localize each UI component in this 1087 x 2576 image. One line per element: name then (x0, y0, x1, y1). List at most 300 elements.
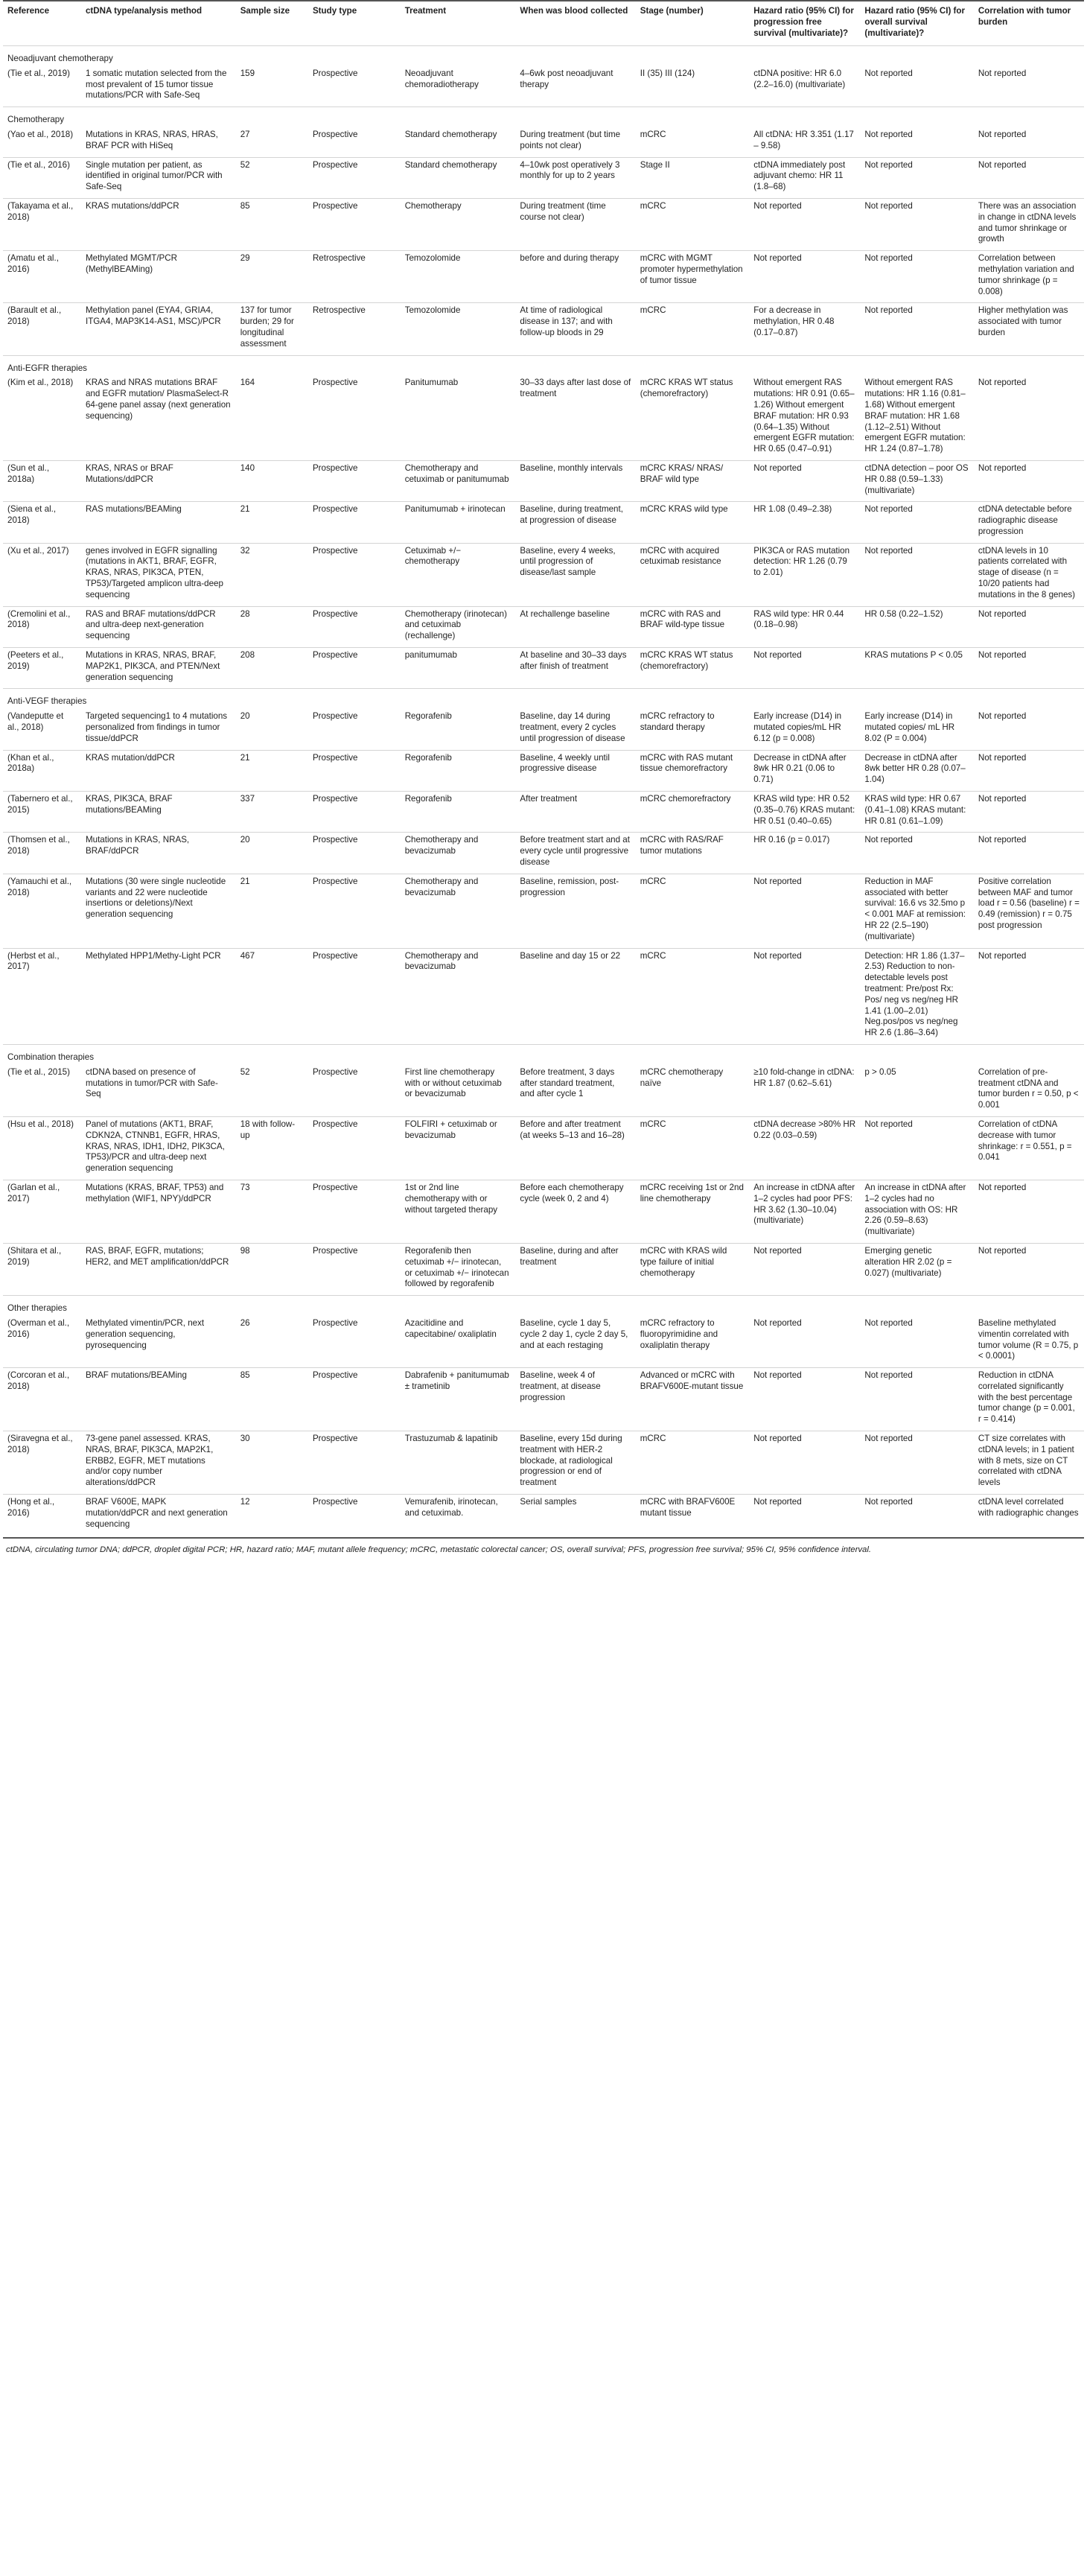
section-header-row (3, 46, 1084, 66)
table-row (3, 66, 1084, 107)
os-hazard-cell: Not reported (860, 303, 973, 355)
treatment-cell: Panitumumab + irinotecan (401, 502, 516, 543)
pfs-hazard-cell: HR 1.08 (0.49–2.38) (749, 502, 860, 543)
method-cell: BRAF mutations/BEAMing (81, 1368, 236, 1431)
method-cell: BRAF V600E, MAPK mutation/ddPCR and next generation sequencing (81, 1495, 236, 1536)
stage-cell: Advanced or mCRC with BRAFV600E-mutant tissue (636, 1368, 749, 1431)
method-cell: Single mutation per patient, as identified in original tumor/PCR with Safe-Seq (81, 157, 236, 198)
table-row (3, 502, 1084, 543)
sample-size-cell: 20 (236, 833, 308, 874)
reference-cell: (Shitara et al., 2019) (3, 1243, 81, 1295)
pfs-hazard-cell: PIK3CA or RAS mutation detection: HR 1.26 (0.79 to 2.01) (749, 543, 860, 606)
section-title: Neoadjuvant chemotherapy (3, 46, 1084, 66)
treatment-cell: Regorafenib (401, 750, 516, 791)
study-type-cell: Prospective (308, 1243, 401, 1295)
tumor-burden-cell: Not reported (974, 1243, 1084, 1295)
stage-cell: mCRC (636, 1116, 749, 1180)
tumor-burden-cell: Not reported (974, 460, 1084, 501)
pfs-hazard-cell: RAS wild type: HR 0.44 (0.18–0.98) (749, 606, 860, 647)
stage-cell: mCRC receiving 1st or 2nd line chemotherapy (636, 1180, 749, 1243)
pfs-hazard-cell: An increase in ctDNA after 1–2 cycles had poor PFS: HR 3.62 (1.30–10.04) (multivariate) (749, 1180, 860, 1243)
method-cell: Methylation panel (EYA4, GRIA4, ITGA4, MAP3K14-AS1, MSC)/PCR (81, 303, 236, 355)
os-hazard-cell: Decrease in ctDNA after 8wk better HR 0.28 (0.07–1.04) (860, 750, 973, 791)
tumor-burden-cell: Not reported (978, 68, 1027, 78)
study-type-cell: Prospective (308, 460, 401, 501)
stage-cell: mCRC KRAS WT status (chemorefractory) (640, 378, 733, 399)
method-cell: RAS, BRAF, EGFR, mutations; HER2, and MET amplification/ddPCR (81, 1243, 236, 1295)
stage-cell: mCRC with acquired cetuximab resistance (636, 543, 749, 606)
sample-size-cell: 20 (240, 711, 250, 722)
reference-cell: (Tie et al., 2016) (3, 157, 81, 198)
tumor-burden-cell: Not reported (974, 833, 1084, 874)
reference-cell: (Hong et al., 2016) (3, 1495, 81, 1536)
reference-cell: (Garlan et al., 2017) (3, 1180, 81, 1243)
table-row (3, 1316, 1084, 1368)
study-type-cell: Retrospective (308, 251, 401, 303)
os-hazard-cell: KRAS mutations P < 0.05 (860, 648, 973, 689)
method-cell: ctDNA based on presence of mutations in tumor/PCR with Safe-Seq (85, 1066, 218, 1099)
column-header: Study type (308, 1, 401, 46)
table-row (3, 1180, 1084, 1243)
sample-size-cell: 73 (236, 1180, 308, 1243)
table-header-row (3, 1, 1084, 46)
pfs-hazard-cell: Early increase (D14) in mutated copies/mL HR 6.12 (p = 0.008) (753, 711, 842, 743)
table-row (3, 792, 1084, 833)
tumor-burden-cell: Reduction in ctDNA correlated significantly with the best percentage tumor change (p = 0.001, r = 0.414) (974, 1368, 1084, 1431)
column-header: Stage (number) (636, 1, 749, 46)
section-title: Combination therapies (3, 1044, 1084, 1064)
os-hazard-cell: Not reported (860, 543, 973, 606)
sample-size-cell: 29 (236, 251, 308, 303)
stage-cell: mCRC KRAS/ NRAS/ BRAF wild type (636, 460, 749, 501)
study-type-cell: Prospective (308, 874, 401, 948)
sample-size-cell: 140 (236, 460, 308, 501)
study-type-cell: Prospective (308, 1116, 401, 1180)
table-row (3, 1495, 1084, 1536)
stage-cell: mCRC with MGMT promoter hypermethylation of tumor tissue (636, 251, 749, 303)
pfs-hazard-cell: Not reported (749, 948, 860, 1044)
study-type-cell: Prospective (312, 711, 358, 722)
treatment-cell: Temozolomide (401, 303, 516, 355)
study-type-cell: Prospective (308, 648, 401, 689)
reference-cell: (Peeters et al., 2019) (3, 648, 81, 689)
blood-collection-cell: Baseline, during and after treatment (515, 1243, 635, 1295)
study-type-cell: Prospective (308, 1431, 401, 1495)
reference-cell: (Overman et al., 2016) (7, 1317, 70, 1339)
treatment-cell: Vemurafenib, irinotecan, and cetuximab. (401, 1495, 516, 1536)
reference-cell: (Thomsen et al., 2018) (3, 833, 81, 874)
method-cell: 1 somatic mutation selected from the most prevalent of 15 tumor tissue mutations/PCR with Safe-Seq (85, 68, 227, 101)
stage-cell: mCRC chemotherapy naïve (640, 1066, 724, 1088)
pfs-hazard-cell: Not reported (749, 648, 860, 689)
os-hazard-cell: Detection: HR 1.86 (1.37–2.53) Reduction to non-detectable levels post treatment: Pre/post Rx: Pos/ neg vs neg/neg HR 1.41 (1.00–2.01) Neg.pos/pos vs neg/neg HR 2.6 (1.86–3.64) (860, 948, 973, 1044)
pfs-hazard-cell: Decrease in ctDNA after 8wk HR 0.21 (0.06 to 0.71) (749, 750, 860, 791)
method-cell: KRAS, PIK3CA, BRAF mutations/BEAMing (81, 792, 236, 833)
os-hazard-cell: p > 0.05 (864, 1066, 896, 1077)
section-title: Anti-EGFR therapies (3, 355, 1084, 375)
method-cell: KRAS, NRAS or BRAF Mutations/ddPCR (81, 460, 236, 501)
sample-size-cell: 18 with follow-up (236, 1116, 308, 1180)
reference-cell: (Tie et al., 2019) (7, 68, 70, 78)
os-hazard-cell: Emerging genetic alteration HR 2.02 (p = 0.027) (multivariate) (860, 1243, 973, 1295)
os-hazard-cell: Not reported (860, 1431, 973, 1495)
tumor-burden-cell: Correlation between methylation variation and tumor shrinkage (p = 0.008) (974, 251, 1084, 303)
method-cell: Mutations in KRAS, NRAS, BRAF, MAP2K1, PIK3CA, and PTEN/Next generation sequencing (81, 648, 236, 689)
tumor-burden-cell: Not reported (974, 1180, 1084, 1243)
treatment-cell: First line chemotherapy with or without cetuximab or bevacizumab (404, 1066, 502, 1099)
blood-collection-cell: 4–6wk post neoadjuvant therapy (520, 68, 613, 89)
blood-collection-cell: Baseline, day 14 during treatment, every 2 cycles until progression of disease (520, 711, 625, 743)
pfs-hazard-cell: Not reported (749, 1495, 860, 1536)
blood-collection-cell: Before treatment start and at every cycle until progressive disease (515, 833, 635, 874)
section-header-row (3, 689, 1084, 709)
blood-collection-cell: During treatment (but time points not clear) (520, 129, 621, 150)
table-row (3, 709, 1084, 750)
pfs-hazard-cell: Not reported (749, 874, 860, 948)
sample-size-cell: 26 (240, 1317, 250, 1328)
pfs-hazard-cell: Without emergent RAS mutations: HR 0.91 (0.65–1.26) Without emergent BRAF mutation: HR 0.93 (0.64–1.35) Without emergent EGFR mutation: HR 0.65 (0.47–0.91) (753, 378, 855, 454)
treatment-cell: 1st or 2nd line chemotherapy with or without targeted therapy (401, 1180, 516, 1243)
pfs-hazard-cell: ctDNA positive: HR 6.0 (2.2–16.0) (multivariate) (753, 68, 846, 89)
tumor-burden-cell: Not reported (974, 157, 1084, 198)
section-header-row (3, 107, 1084, 127)
study-type-cell: Prospective (308, 198, 401, 250)
reference-cell: (Sun et al., 2018a) (3, 460, 81, 501)
pfs-hazard-cell: Not reported (749, 460, 860, 501)
reference-cell: (Vandeputte et al., 2018) (7, 711, 64, 733)
tumor-burden-cell: Not reported (978, 711, 1027, 722)
blood-collection-cell: Baseline and day 15 or 22 (515, 948, 635, 1044)
stage-cell: mCRC refractory to standard therapy (640, 711, 715, 733)
stage-cell: II (35) III (124) (640, 68, 695, 78)
os-hazard-cell: An increase in ctDNA after 1–2 cycles had no association with OS: HR 2.26 (0.59–8.63) (multivariate) (860, 1180, 973, 1243)
stage-cell: mCRC (640, 129, 666, 139)
table-row (3, 948, 1084, 1044)
os-hazard-cell: Not reported (864, 68, 913, 78)
treatment-cell: Temozolomide (401, 251, 516, 303)
sample-size-cell: 164 (240, 378, 255, 388)
method-cell: Methylated HPP1/Methy-Light PCR (81, 948, 236, 1044)
pfs-hazard-cell: HR 0.16 (p = 0.017) (749, 833, 860, 874)
tumor-burden-cell: CT size correlates with ctDNA levels; in 1 patient with 8 mets, size on CT correlated with ctDNA levels (974, 1431, 1084, 1495)
reference-cell: (Siravegna et al., 2018) (3, 1431, 81, 1495)
table-row (3, 251, 1084, 303)
column-header: Treatment (401, 1, 516, 46)
sample-size-cell: 85 (236, 198, 308, 250)
treatment-cell: Regorafenib then cetuximab +/− irinotecan, or cetuximab +/− irinotecan followed by regorafenib (401, 1243, 516, 1295)
method-cell: KRAS and NRAS mutations BRAF and EGFR mutation/ PlasmaSelect-R 64-gene panel assay (next generation sequencing) (85, 378, 231, 421)
pfs-hazard-cell: Not reported (749, 1243, 860, 1295)
method-cell: RAS and BRAF mutations/ddPCR and ultra-deep next-generation sequencing (81, 606, 236, 647)
stage-cell: mCRC with RAS/RAF tumor mutations (636, 833, 749, 874)
ctdna-studies-table (3, 0, 1084, 1535)
stage-cell: mCRC (636, 1431, 749, 1495)
column-header: When was blood collected (515, 1, 635, 46)
method-cell: genes involved in EGFR signalling (mutations in AKT1, BRAF, EGFR, KRAS, NRAS, PIK3CA, PTEN, TP53)/Targeted amplicon ultra-deep sequencing (81, 543, 236, 606)
treatment-cell: FOLFIRI + cetuximab or bevacizumab (401, 1116, 516, 1180)
column-header: Correlation with tumor burden (974, 1, 1084, 46)
os-hazard-cell: Not reported (860, 1368, 973, 1431)
method-cell: Mutations in KRAS, NRAS, HRAS, BRAF PCR with HiSeq (85, 129, 218, 150)
tumor-burden-cell: Not reported (974, 948, 1084, 1044)
sample-size-cell: 337 (236, 792, 308, 833)
reference-cell: (Cremolini et al., 2018) (3, 606, 81, 647)
pfs-hazard-cell: Not reported (749, 251, 860, 303)
blood-collection-cell: Baseline, monthly intervals (515, 460, 635, 501)
os-hazard-cell: HR 0.58 (0.22–1.52) (860, 606, 973, 647)
table-header (3, 1, 1084, 46)
blood-collection-cell: Baseline, during treatment, at progression of disease (515, 502, 635, 543)
sample-size-cell: 27 (240, 129, 250, 139)
reference-cell: (Tabernero et al., 2015) (3, 792, 81, 833)
sample-size-cell: 85 (236, 1368, 308, 1431)
sample-size-cell: 52 (240, 1066, 250, 1077)
reference-cell: (Siena et al., 2018) (3, 502, 81, 543)
sample-size-cell: 52 (236, 157, 308, 198)
blood-collection-cell: Baseline, remission, post-progression (515, 874, 635, 948)
pfs-hazard-cell: ctDNA decrease >80% HR 0.22 (0.03–0.59) (749, 1116, 860, 1180)
table-row (3, 833, 1084, 874)
section-header-row (3, 1044, 1084, 1064)
sample-size-cell: 21 (236, 874, 308, 948)
treatment-cell: Chemotherapy and bevacizumab (401, 874, 516, 948)
table-footnote: ctDNA, circulating tumor DNA; ddPCR, droplet digital PCR; HR, hazard ratio; MAF, mutant allele frequency; mCRC, metastatic colorectal cancer; OS, overall survival; PFS, progression free survival; 95% CI, 95% confidence interval. (3, 1537, 1084, 1556)
study-type-cell: Prospective (312, 129, 358, 139)
study-type-cell: Prospective (308, 1368, 401, 1431)
stage-cell: mCRC (636, 948, 749, 1044)
stage-cell: mCRC (636, 303, 749, 355)
section-header-row (3, 1296, 1084, 1316)
reference-cell: (Hsu et al., 2018) (3, 1116, 81, 1180)
sample-size-cell: 208 (236, 648, 308, 689)
study-type-cell: Prospective (308, 502, 401, 543)
table-row (3, 127, 1084, 157)
column-header: Reference (3, 1, 81, 46)
sample-size-cell: 159 (240, 68, 255, 78)
blood-collection-cell: Before treatment, 3 days after standard treatment, and after cycle 1 (520, 1066, 615, 1099)
tumor-burden-cell: Not reported (974, 750, 1084, 791)
stage-cell: Stage II (636, 157, 749, 198)
reference-cell: (Herbst et al., 2017) (3, 948, 81, 1044)
study-type-cell: Prospective (308, 1495, 401, 1536)
treatment-cell: Standard chemotherapy (404, 129, 497, 139)
reference-cell: (Khan et al., 2018a) (3, 750, 81, 791)
stage-cell: mCRC chemorefractory (636, 792, 749, 833)
blood-collection-cell: 4–10wk post operatively 3 monthly for up to 2 years (515, 157, 635, 198)
blood-collection-cell: Baseline, cycle 1 day 5, cycle 2 day 1, cycle 2 day 5, and at each restaging (520, 1317, 628, 1350)
column-header: Hazard ratio (95% CI) for overall survival (multivariate)? (860, 1, 973, 46)
study-type-cell: Prospective (308, 543, 401, 606)
pfs-hazard-cell: ≥10 fold-change in ctDNA: HR 1.87 (0.62–5.61) (753, 1066, 855, 1088)
stage-cell: mCRC with BRAFV600E mutant tissue (636, 1495, 749, 1536)
blood-collection-cell: At baseline and 30–33 days after finish of treatment (515, 648, 635, 689)
pfs-hazard-cell: ctDNA immediately post adjuvant chemo: HR 11 (1.8–68) (749, 157, 860, 198)
treatment-cell: Trastuzumab & lapatinib (401, 1431, 516, 1495)
blood-collection-cell: Before each chemotherapy cycle (week 0, 2 and 4) (515, 1180, 635, 1243)
study-type-cell: Prospective (312, 1066, 358, 1077)
pfs-hazard-cell: Not reported (749, 1368, 860, 1431)
sample-size-cell: 28 (236, 606, 308, 647)
tumor-burden-cell: ctDNA detectable before radiographic disease progression (974, 502, 1084, 543)
section-title: Other therapies (3, 1296, 1084, 1316)
table-row (3, 1065, 1084, 1117)
sample-size-cell: 21 (236, 502, 308, 543)
reference-cell: (Amatu et al., 2016) (3, 251, 81, 303)
tumor-burden-cell: ctDNA level correlated with radiographic changes (974, 1495, 1084, 1536)
method-cell: RAS mutations/BEAMing (81, 502, 236, 543)
pfs-hazard-cell: Not reported (749, 1431, 860, 1495)
pfs-hazard-cell: Not reported (753, 1317, 802, 1328)
treatment-cell: Azacitidine and capecitabine/ oxaliplatin (404, 1317, 497, 1339)
study-type-cell: Prospective (308, 157, 401, 198)
stage-cell: mCRC (636, 198, 749, 250)
pfs-hazard-cell: KRAS wild type: HR 0.52 (0.35–0.76) KRAS mutant: HR 0.51 (0.40–0.65) (749, 792, 860, 833)
blood-collection-cell: Before and after treatment (at weeks 5–13 and 16–28) (515, 1116, 635, 1180)
treatment-cell: Chemotherapy (irinotecan) and cetuximab (rechallenge) (401, 606, 516, 647)
tumor-burden-cell: Not reported (978, 129, 1027, 139)
reference-cell: (Xu et al., 2017) (3, 543, 81, 606)
study-type-cell: Prospective (312, 1317, 358, 1328)
section-title: Chemotherapy (3, 107, 1084, 127)
table-row (3, 543, 1084, 606)
treatment-cell: Neoadjuvant chemoradiotherapy (404, 68, 479, 89)
blood-collection-cell: 30–33 days after last dose of treatment (520, 378, 631, 399)
sample-size-cell: 137 for tumor burden; 29 for longitudinal assessment (236, 303, 308, 355)
pfs-hazard-cell: For a decrease in methylation, HR 0.48 (0.17–0.87) (749, 303, 860, 355)
table-row (3, 874, 1084, 948)
sample-size-cell: 12 (236, 1495, 308, 1536)
tumor-burden-cell: Correlation of ctDNA decrease with tumor shrinkage: r = 0.551, p = 0.041 (974, 1116, 1084, 1180)
blood-collection-cell: At time of radiological disease in 137; and with follow-up bloods in 29 (515, 303, 635, 355)
table-row (3, 303, 1084, 355)
tumor-burden-cell: Not reported (974, 648, 1084, 689)
method-cell: Mutations (KRAS, BRAF, TP53) and methylation (WIF1, NPY)/ddPCR (81, 1180, 236, 1243)
table-row (3, 198, 1084, 250)
method-cell: KRAS mutation/ddPCR (81, 750, 236, 791)
study-type-cell: Retrospective (308, 303, 401, 355)
study-type-cell: Prospective (308, 750, 401, 791)
blood-collection-cell: Baseline, every 4 weeks, until progression of disease/last sample (515, 543, 635, 606)
os-hazard-cell: Early increase (D14) in mutated copies/ mL HR 8.02 (P = 0.004) (864, 711, 955, 743)
stage-cell: mCRC (636, 874, 749, 948)
table-row (3, 1431, 1084, 1495)
os-hazard-cell: Not reported (860, 198, 973, 250)
blood-collection-cell: Baseline, week 4 of treatment, at disease progression (515, 1368, 635, 1431)
os-hazard-cell: Not reported (860, 833, 973, 874)
sample-size-cell: 30 (236, 1431, 308, 1495)
column-header: Sample size (236, 1, 308, 46)
blood-collection-cell: During treatment (time course not clear) (515, 198, 635, 250)
pfs-hazard-cell: All ctDNA: HR 3.351 (1.17 – 9.58) (753, 129, 854, 150)
table-row (3, 648, 1084, 689)
treatment-cell: Panitumumab (404, 378, 459, 388)
os-hazard-cell: ctDNA detection – poor OS HR 0.88 (0.59–1.33) (multivariate) (860, 460, 973, 501)
stage-cell: mCRC KRAS wild type (636, 502, 749, 543)
treatment-cell: Chemotherapy and cetuximab or panitumumab (401, 460, 516, 501)
stage-cell: mCRC refractory to fluoropyrimidine and oxaliplatin therapy (640, 1317, 718, 1350)
reference-cell: (Yamauchi et al., 2018) (3, 874, 81, 948)
pfs-hazard-cell: Not reported (749, 198, 860, 250)
sample-size-cell: 98 (236, 1243, 308, 1295)
tumor-burden-cell: Correlation of pre-treatment ctDNA and tumor burden r = 0.50, p < 0.001 (978, 1066, 1079, 1110)
stage-cell: mCRC with KRAS wild type failure of initial chemotherapy (636, 1243, 749, 1295)
stage-cell: mCRC with RAS mutant tissue chemorefractory (636, 750, 749, 791)
method-cell: Mutations (30 were single nucleotide variants and 22 were nucleotide insertions or deletions)/Next generation sequencing (81, 874, 236, 948)
os-hazard-cell: Not reported (864, 129, 913, 139)
table-row (3, 375, 1084, 460)
table-body (3, 46, 1084, 1536)
reference-cell: (Tie et al., 2015) (7, 1066, 70, 1077)
tumor-burden-cell: Not reported (978, 378, 1027, 388)
tumor-burden-cell: There was an association in change in ctDNA levels and tumor shrinkage or growth (974, 198, 1084, 250)
os-hazard-cell: Not reported (860, 157, 973, 198)
blood-collection-cell: Serial samples (515, 1495, 635, 1536)
blood-collection-cell: At rechallenge baseline (515, 606, 635, 647)
treatment-cell: Regorafenib (401, 792, 516, 833)
reference-cell: (Kim et al., 2018) (7, 378, 74, 388)
treatment-cell: Regorafenib (404, 711, 452, 722)
table-row (3, 1243, 1084, 1295)
tumor-burden-cell: Not reported (974, 606, 1084, 647)
table-row (3, 750, 1084, 791)
study-type-cell: Prospective (308, 792, 401, 833)
tumor-burden-cell: Baseline methylated vimentin correlated with tumor volume (R = 0.75, p < 0.0001) (978, 1317, 1079, 1361)
method-cell: 73-gene panel assessed. KRAS, NRAS, BRAF, PIK3CA, MAP2K1, ERBB2, EGFR, MET mutations and/or copy number alterations/ddPCR (81, 1431, 236, 1495)
treatment-cell: Standard chemotherapy (401, 157, 516, 198)
reference-cell: (Takayama et al., 2018) (3, 198, 81, 250)
study-type-cell: Prospective (308, 606, 401, 647)
treatment-cell: Chemotherapy and bevacizumab (401, 833, 516, 874)
study-type-cell: Prospective (308, 948, 401, 1044)
sample-size-cell: 21 (236, 750, 308, 791)
blood-collection-cell: After treatment (515, 792, 635, 833)
table-row (3, 1116, 1084, 1180)
os-hazard-cell: Not reported (860, 1116, 973, 1180)
table-row (3, 1368, 1084, 1431)
method-cell: Methylated MGMT/PCR (MethylBEAMing) (81, 251, 236, 303)
os-hazard-cell: Not reported (864, 1317, 913, 1328)
os-hazard-cell: Reduction in MAF associated with better survival: 16.6 vs 32.5mo p < 0.001 MAF at remission: HR 22 (2.5–190) (multivariate) (860, 874, 973, 948)
method-cell: Targeted sequencing1 to 4 mutations personalized from findings in tumor tissue/ddPCR (85, 711, 228, 743)
column-header: Hazard ratio (95% CI) for progression free survival (multivariate)? (749, 1, 860, 46)
treatment-cell: Chemotherapy (401, 198, 516, 250)
tumor-burden-cell: Positive correlation between MAF and tumor load r = 0.56 (baseline) r = 0.49 (remission) r = 0.75 post progression (974, 874, 1084, 948)
tumor-burden-cell: ctDNA levels in 10 patients correlated with stage of disease (n = 10/20 patients had mutations in the 8 genes) (974, 543, 1084, 606)
treatment-cell: Chemotherapy and bevacizumab (401, 948, 516, 1044)
section-title: Anti-VEGF therapies (3, 689, 1084, 709)
study-type-cell: Prospective (312, 68, 358, 78)
treatment-cell: panitumumab (401, 648, 516, 689)
method-cell: Panel of mutations (AKT1, BRAF, CDKN2A, CTNNB1, EGFR, HRAS, KRAS, NRAS, IDH1, IDH2, PIK3CA, TP53)/PCR and ultra-deep next generation sequencing (81, 1116, 236, 1180)
reference-cell: (Barault et al., 2018) (3, 303, 81, 355)
blood-collection-cell: Baseline, 4 weekly until progressive disease (515, 750, 635, 791)
sample-size-cell: 467 (236, 948, 308, 1044)
study-type-cell: Prospective (312, 378, 358, 388)
stage-cell: mCRC with RAS and BRAF wild-type tissue (636, 606, 749, 647)
tumor-burden-cell: Higher methylation was associated with tumor burden (974, 303, 1084, 355)
section-header-row (3, 355, 1084, 375)
os-hazard-cell: Without emergent RAS mutations: HR 1.16 (0.81–1.68) Without emergent BRAF mutation: HR 1.68 (1.12–2.51) Without emergent EGFR mutation: HR 1.24 (0.87–1.78) (864, 378, 966, 454)
study-type-cell: Prospective (308, 1180, 401, 1243)
table-row (3, 157, 1084, 198)
method-cell: Mutations in KRAS, NRAS, BRAF/ddPCR (81, 833, 236, 874)
os-hazard-cell: Not reported (860, 1495, 973, 1536)
os-hazard-cell: Not reported (860, 251, 973, 303)
blood-collection-cell: before and during therapy (515, 251, 635, 303)
column-header: ctDNA type/analysis method (81, 1, 236, 46)
study-type-cell: Prospective (308, 833, 401, 874)
stage-cell: mCRC KRAS WT status (chemorefractory) (636, 648, 749, 689)
